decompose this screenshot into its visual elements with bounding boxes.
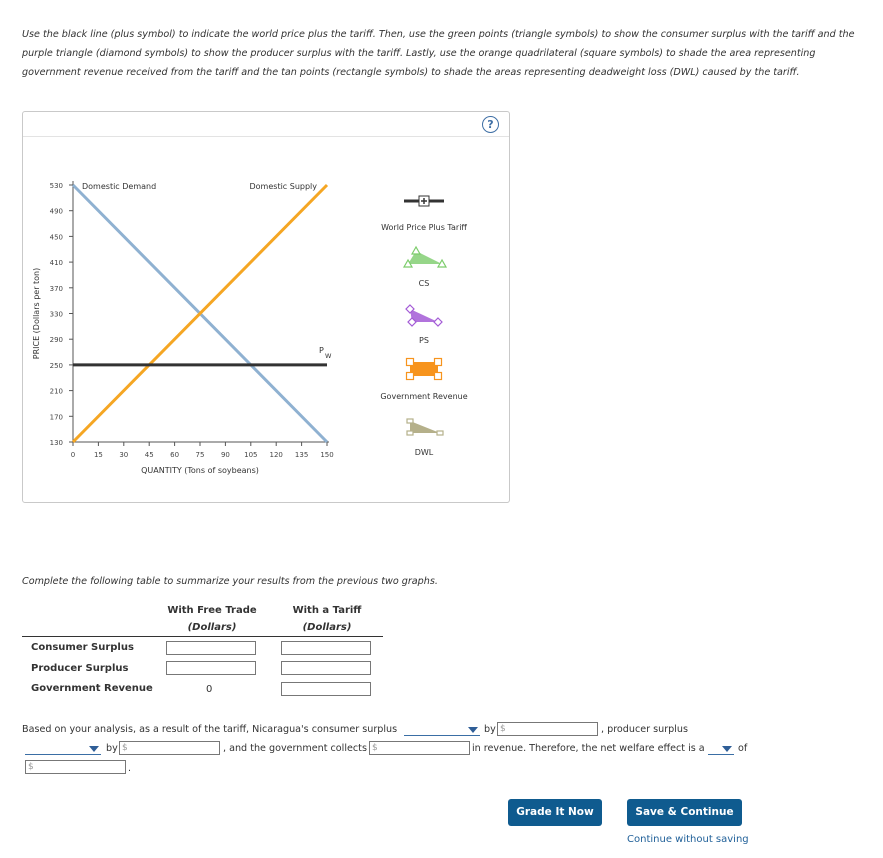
x-tick-label: 135: [294, 451, 309, 459]
col-tariff-unit: (Dollars): [302, 622, 352, 633]
gov-collects-label: , and the government collects: [223, 743, 367, 754]
tool-label: Government Revenue: [380, 392, 468, 401]
demand-label: Domestic Demand: [82, 182, 157, 191]
dollar-sign: $: [28, 762, 34, 772]
net-welfare-amount-input[interactable]: [25, 760, 126, 774]
square-handle: [407, 359, 414, 366]
x-tick-label: 0: [70, 451, 76, 459]
rectangle-handle: [407, 431, 413, 435]
x-tick-label: 90: [220, 451, 230, 459]
y-tick-label: 530: [49, 182, 63, 190]
continue-without-saving-link[interactable]: Continue without saving: [627, 834, 749, 845]
gov-tariff-input[interactable]: [281, 682, 371, 696]
tool-label: World Price Plus Tariff: [381, 223, 467, 232]
dollar-sign: $: [372, 743, 378, 753]
by-label-2: by: [106, 743, 118, 754]
rectangle-handle: [437, 431, 443, 435]
ps-tariff-input[interactable]: [281, 661, 371, 675]
row-producer-surplus: Producer Surplus: [31, 663, 129, 674]
ps-change-amount-input[interactable]: [119, 741, 220, 755]
col-tariff-header: With a Tariff: [292, 605, 362, 616]
grade-it-now-button[interactable]: Grade It Now: [508, 799, 602, 826]
ps-change-dropdown[interactable]: [25, 742, 101, 755]
cs-change-dropdown[interactable]: [404, 723, 480, 736]
gov-revenue-amount-input[interactable]: [369, 741, 470, 755]
col-free-trade-unit: (Dollars): [187, 622, 237, 633]
net-welfare-dropdown[interactable]: [708, 742, 734, 755]
y-tick-label: 490: [49, 207, 63, 216]
x-axis-title: QUANTITY (Tons of soybeans): [141, 466, 259, 475]
y-tick-label: 410: [49, 259, 63, 268]
instructions-text: Use the black line (plus symbol) to indicate the world price plus the tariff. Then, use the green points (triangle symbols) to show the consumer surplus with the tariff and the purple triangle (diamond symbols) to show the producer surplus with the tariff. Lastly, use the orange quadrilateral (square symbols) to shade the area representing government revenue received from the tariff and the tan points (rectangle symbols) to shade the areas representing deadweight loss (DWL) caused by the tariff.: [22, 29, 855, 79]
cs-tariff-input[interactable]: [281, 641, 371, 655]
chevron-down-icon: [722, 746, 732, 752]
square-handle: [435, 359, 442, 366]
save-continue-button[interactable]: Save & Continue: [627, 799, 742, 826]
y-axis-title: PRICE (Dollars per ton): [32, 267, 41, 360]
y-tick-label: 290: [49, 336, 63, 345]
by-label-1: by: [484, 724, 496, 735]
y-tick-label: 450: [49, 233, 63, 242]
cs-free-trade-input[interactable]: [166, 641, 256, 655]
chevron-down-icon: [89, 746, 99, 752]
square-polygon-icon[interactable]: [410, 362, 438, 376]
graph-svg[interactable]: [23, 137, 509, 503]
of-label: of: [738, 743, 748, 754]
table-intro: Complete the following table to summarize your results from the previous two graphs.: [22, 576, 438, 587]
x-tick-label: 105: [244, 451, 258, 459]
chevron-down-icon: [468, 727, 478, 733]
cs-change-amount-input[interactable]: [497, 722, 598, 736]
x-tick-label: 45: [144, 451, 154, 459]
y-tick-label: 170: [49, 413, 63, 422]
y-tick-label: 330: [49, 310, 63, 319]
pw-subscript: W: [325, 351, 332, 360]
rectangle-handle: [407, 419, 413, 423]
row-consumer-surplus: Consumer Surplus: [31, 642, 134, 653]
dollar-sign: $: [500, 724, 506, 734]
help-icon[interactable]: ?: [482, 116, 499, 133]
x-tick-label: 75: [195, 451, 205, 459]
ps-free-trade-input[interactable]: [166, 661, 256, 675]
rectangle-polygon-icon[interactable]: [410, 421, 440, 433]
dollar-sign: $: [122, 743, 128, 753]
supply-label: Domestic Supply: [249, 182, 317, 191]
analysis-line1: Based on your analysis, as a result of the tariff, Nicaragua's consumer surplus: [22, 724, 398, 735]
producer-surplus-label: , producer surplus: [601, 724, 688, 735]
in-revenue-label: in revenue. Therefore, the net welfare effect is a: [472, 743, 705, 754]
row-government-revenue: Government Revenue: [31, 683, 153, 694]
gov-free-trade-value: 0: [206, 684, 213, 695]
tool-label: CS: [418, 279, 430, 288]
square-handle: [407, 373, 414, 380]
graph-panel-header: [23, 112, 509, 137]
y-tick-label: 370: [49, 284, 63, 293]
graph-panel: [22, 111, 510, 503]
x-tick-label: 15: [93, 451, 103, 459]
y-tick-label: 210: [49, 387, 63, 396]
x-tick-label: 60: [170, 451, 180, 459]
triangle-handle: [412, 247, 420, 254]
tool-label: PS: [419, 336, 429, 345]
diamond-handle: [434, 318, 442, 326]
y-tick-label: 130: [49, 439, 63, 447]
y-tick-label: 250: [49, 361, 63, 370]
col-free-trade-header: With Free Trade: [167, 605, 257, 616]
x-tick-label: 150: [320, 451, 334, 459]
pw-label: P: [319, 345, 324, 355]
square-handle: [435, 373, 442, 380]
table-header-divider: [22, 636, 383, 637]
x-tick-label: 120: [269, 451, 283, 459]
period-label: .: [128, 763, 132, 774]
tool-label: DWL: [414, 448, 434, 457]
x-tick-label: 30: [119, 451, 129, 459]
